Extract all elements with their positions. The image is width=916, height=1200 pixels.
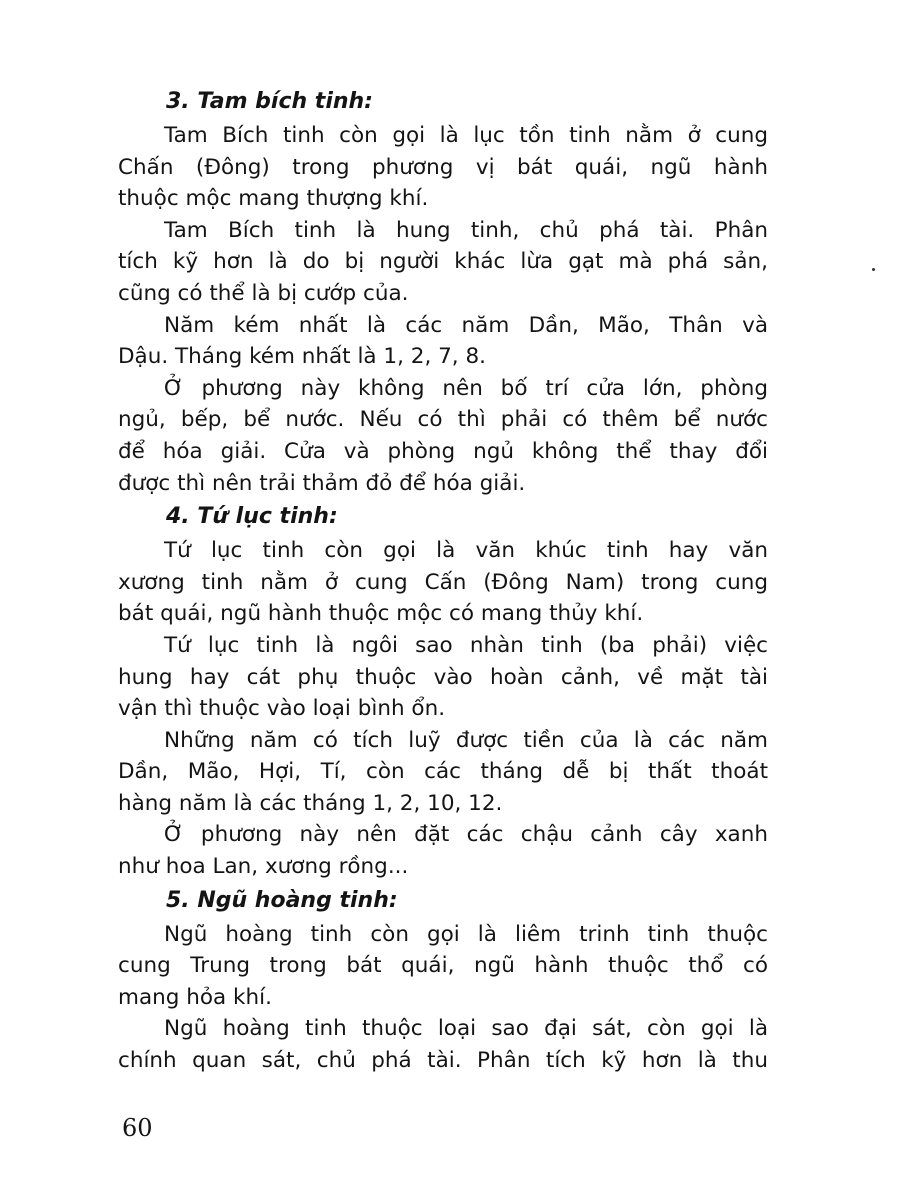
text-line: Tứ lục tinh là ngôi sao nhàn tinh (ba phải) việc [164, 632, 768, 658]
paragraph [118, 819, 768, 882]
text-line: để hóa giải. Cửa và phòng ngủ không thể thay đổi [118, 438, 768, 464]
text-line: như hoa Lan, xương rồng... [118, 854, 409, 880]
paragraph [118, 215, 768, 310]
paragraph [118, 535, 768, 630]
paragraph [118, 630, 768, 725]
section-heading: 5. Ngũ hoàng tinh: [166, 887, 398, 913]
text-line: Tam Bích tinh còn gọi là lục tồn tinh nằm ở cung [164, 123, 768, 148]
scan-speck [872, 268, 875, 271]
text-line: được thì nên trải thảm đỏ để hóa giải. [118, 470, 526, 496]
section-tu-luc-tinh [118, 499, 768, 883]
text-line: xương tinh nằm ở cung Cấn (Đông Nam) trong cung [118, 569, 768, 595]
text-line: Ở phương này không nên bố trí cửa lớn, phòng [164, 375, 768, 401]
text-line: hàng năm là các tháng 1, 2, 10, 12. [118, 790, 503, 816]
text-line: cung Trung trong bát quái, ngũ hành thuộc thổ có [118, 953, 768, 979]
section-heading: 4. Tứ lục tinh: [166, 504, 338, 530]
text-line: Dậu. Tháng kém nhất là 1, 2, 7, 8. [118, 344, 486, 370]
text-line: Ở phương này nên đặt các chậu cảnh cây xanh [164, 822, 768, 848]
text-line: thuộc mộc mang thượng khí. [118, 186, 429, 212]
text-line: Những năm có tích luỹ được tiền của là các năm [164, 727, 768, 753]
page-number: 60 [122, 1114, 153, 1142]
paragraph [118, 373, 768, 499]
text-line: cũng có thể là bị cướp của. [118, 280, 409, 306]
text-line: Ngũ hoàng tinh thuộc loại sao đại sát, còn gọi là [164, 1016, 768, 1042]
paragraph [118, 310, 768, 373]
text-line: tích kỹ hơn là do bị người khác lừa gạt mà phá sản, [118, 249, 768, 275]
text-line: Chấn (Đông) trong phương vị bát quái, ngũ hành [118, 154, 768, 180]
paragraph [118, 1013, 768, 1076]
text-line: hung hay cát phụ thuộc vào hoàn cảnh, về mặt tài [118, 664, 768, 690]
text-line: Dần, Mão, Hợi, Tí, còn các tháng dễ bị thất thoát [118, 759, 768, 785]
page-body [118, 84, 768, 1077]
text-line: chính quan sát, chủ phá tài. Phân tích kỹ hơn là thu [118, 1048, 768, 1074]
text-line: mang hỏa khí. [118, 984, 272, 1010]
section-ngu-hoang-tinh [118, 883, 768, 1077]
paragraph [118, 120, 768, 215]
section-heading: 3. Tam bích tinh: [166, 89, 373, 114]
text-line: bát quái, ngũ hành thuộc mộc có mang thủy khí. [118, 601, 644, 627]
text-line: vận thì thuộc vào loại bình ổn. [118, 696, 446, 722]
text-line: ngủ, bếp, bể nước. Nếu có thì phải có thêm bể nước [118, 407, 768, 433]
paragraph [118, 725, 768, 820]
text-line: Tam Bích tinh là hung tinh, chủ phá tài. Phân [164, 217, 768, 243]
text-line: Năm kém nhất là các năm Dần, Mão, Thân và [164, 312, 768, 338]
section-tam-bich-tinh [118, 84, 768, 499]
paragraph [118, 919, 768, 1014]
text-line: Ngũ hoàng tinh còn gọi là liêm trinh tinh thuộc [164, 921, 768, 947]
text-line: Tứ lục tinh còn gọi là văn khúc tinh hay văn [164, 538, 768, 564]
